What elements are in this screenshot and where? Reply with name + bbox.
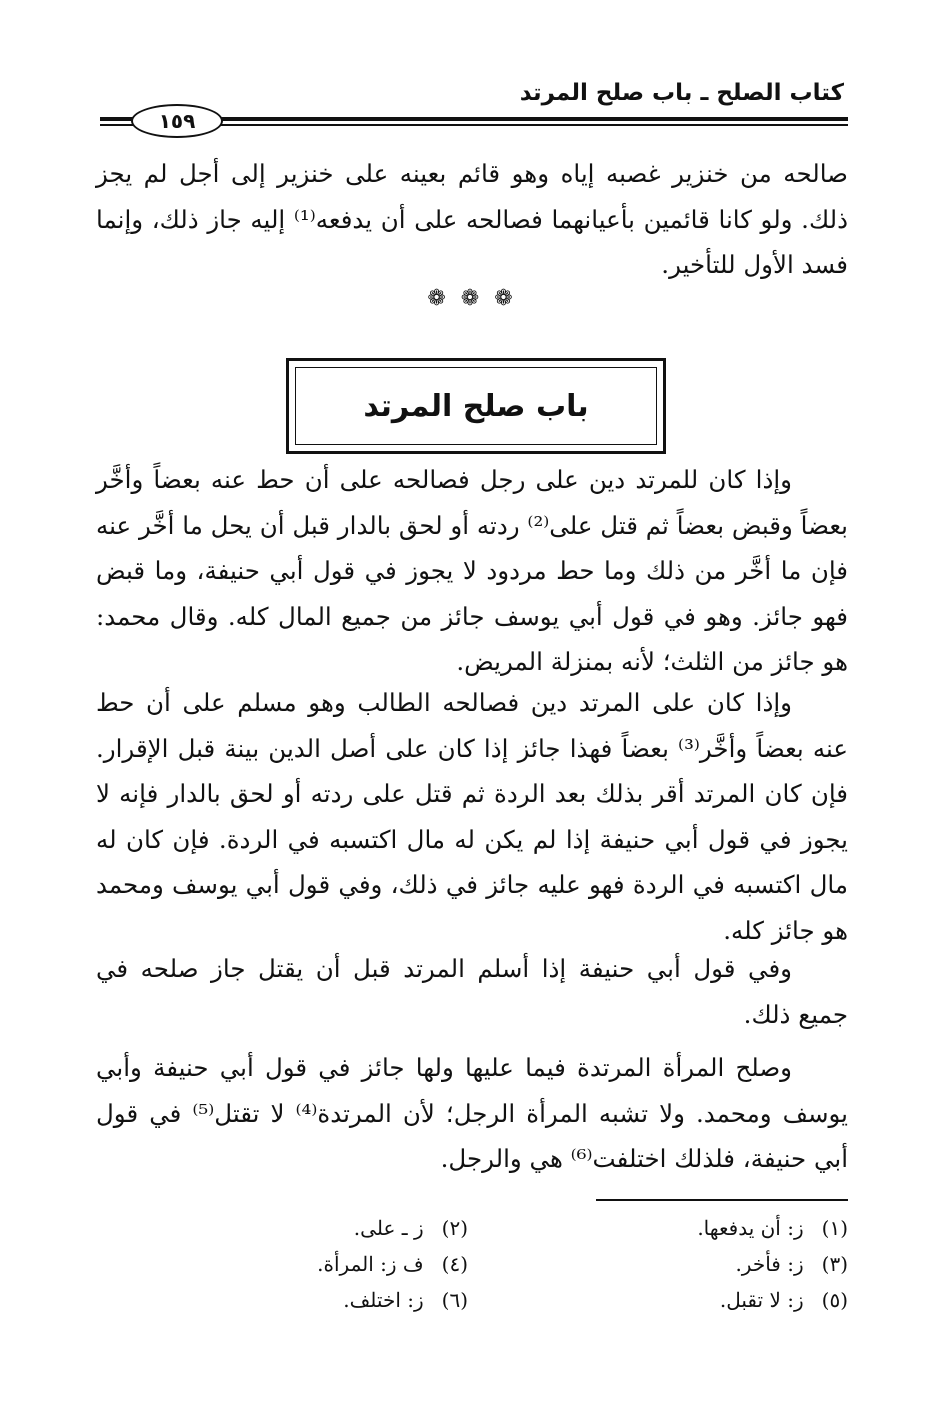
footnote-text: ز: أن يدفعها. bbox=[697, 1216, 804, 1240]
chapter-title-frame bbox=[286, 358, 666, 454]
footnote-4 bbox=[317, 1250, 468, 1278]
page-number-badge bbox=[131, 104, 223, 138]
paragraph-continuation: صالحه من خنزير غصبه إياه وهو قائم بعينه على خنزير إلى أجل لم يجز ذلك. ولو كانا قائمين بأعيانهما فصالحه على أن يدفعه⁽¹⁾ إليه جاز ذلك، وإنما فسد الأول للتأخير. bbox=[96, 159, 848, 279]
running-title: كتاب الصلح ـ باب صلح المرتد bbox=[519, 80, 844, 106]
paragraph-1: وإذا كان للمرتد دين على رجل فصالحه على أن حط عنه بعضاً وأخَّر بعضاً وقبض بعضاً ثم قتل على⁽²⁾ ردته أو لحق بالدار قبل أن يحل ما أخَّر عنه فإن ما أخَّر من ذلك وما حط مردود لا يجوز في قول أبي حنيفة، وما قبض فهو جائز. وهو في قول أبي يوسف جائز من جميع المال كله. وقال محمد: هو جائز من الثلث؛ لأنه بمنزلة المريض. bbox=[96, 465, 848, 676]
paragraph-4: وصلح المرأة المرتدة فيما عليها ولها جائز في قول أبي حنيفة وأبي يوسف ومحمد. ولا تشبه المرأة الرجل؛ لأن المرتدة⁽⁴⁾ لا تقتل⁽⁵⁾ في قول أبي حنيفة، فلذلك اختلفت⁽⁶⁾ هي والرجل. bbox=[96, 1053, 848, 1173]
footnote-text: ف ز: المرأة. bbox=[317, 1252, 424, 1276]
footnote-number: (٣) bbox=[821, 1252, 848, 1276]
footnote-rule bbox=[596, 1199, 848, 1201]
footnote-number: (٢) bbox=[441, 1216, 468, 1240]
footnote-number: (٤) bbox=[441, 1252, 468, 1276]
footnote-text: ز: اختلف. bbox=[343, 1288, 424, 1312]
footnote-2 bbox=[354, 1214, 468, 1242]
chapter-title: باب صلح المرتد bbox=[295, 367, 657, 445]
footnote-6 bbox=[343, 1286, 468, 1314]
footnote-1 bbox=[697, 1214, 848, 1242]
footnote-number: (٦) bbox=[441, 1288, 468, 1312]
footnote-3 bbox=[735, 1250, 848, 1278]
footnote-5 bbox=[720, 1286, 848, 1314]
footnote-text: ز: لا تقبل. bbox=[719, 1288, 804, 1312]
page-number: ١٥٩ bbox=[158, 109, 196, 133]
paragraph-3: وفي قول أبي حنيفة إذا أسلم المرتد قبل أن يقتل جاز صلحه في جميع ذلك. bbox=[96, 954, 848, 1029]
paragraph-2: وإذا كان على المرتد دين فصالحه الطالب وهو مسلم على أن حط عنه بعضاً وأخَّر⁽³⁾ بعضاً فهذا جائز إذا كان على أصل الدين بينة قبل الإقرار. فإن كان المرتد أقر بذلك بعد الردة ثم قتل على ردته أو لحق بالدار فإنه لا يجوز في قول أبي حنيفة إذا لم يكن له مال اكتسبه في الردة. فإن كان له مال اكتسبه في الردة فهو عليه جائز في ذلك، وفي قول أبي يوسف ومحمد هو جائز كله. bbox=[96, 688, 849, 945]
footnote-text: ز ـ على. bbox=[353, 1216, 424, 1240]
footnote-number: (٥) bbox=[821, 1288, 848, 1312]
footnote-number: (١) bbox=[821, 1216, 848, 1240]
section-separator: ❁ ❁ ❁ bbox=[427, 286, 517, 311]
footnote-text: ز: فأخر. bbox=[735, 1252, 804, 1276]
